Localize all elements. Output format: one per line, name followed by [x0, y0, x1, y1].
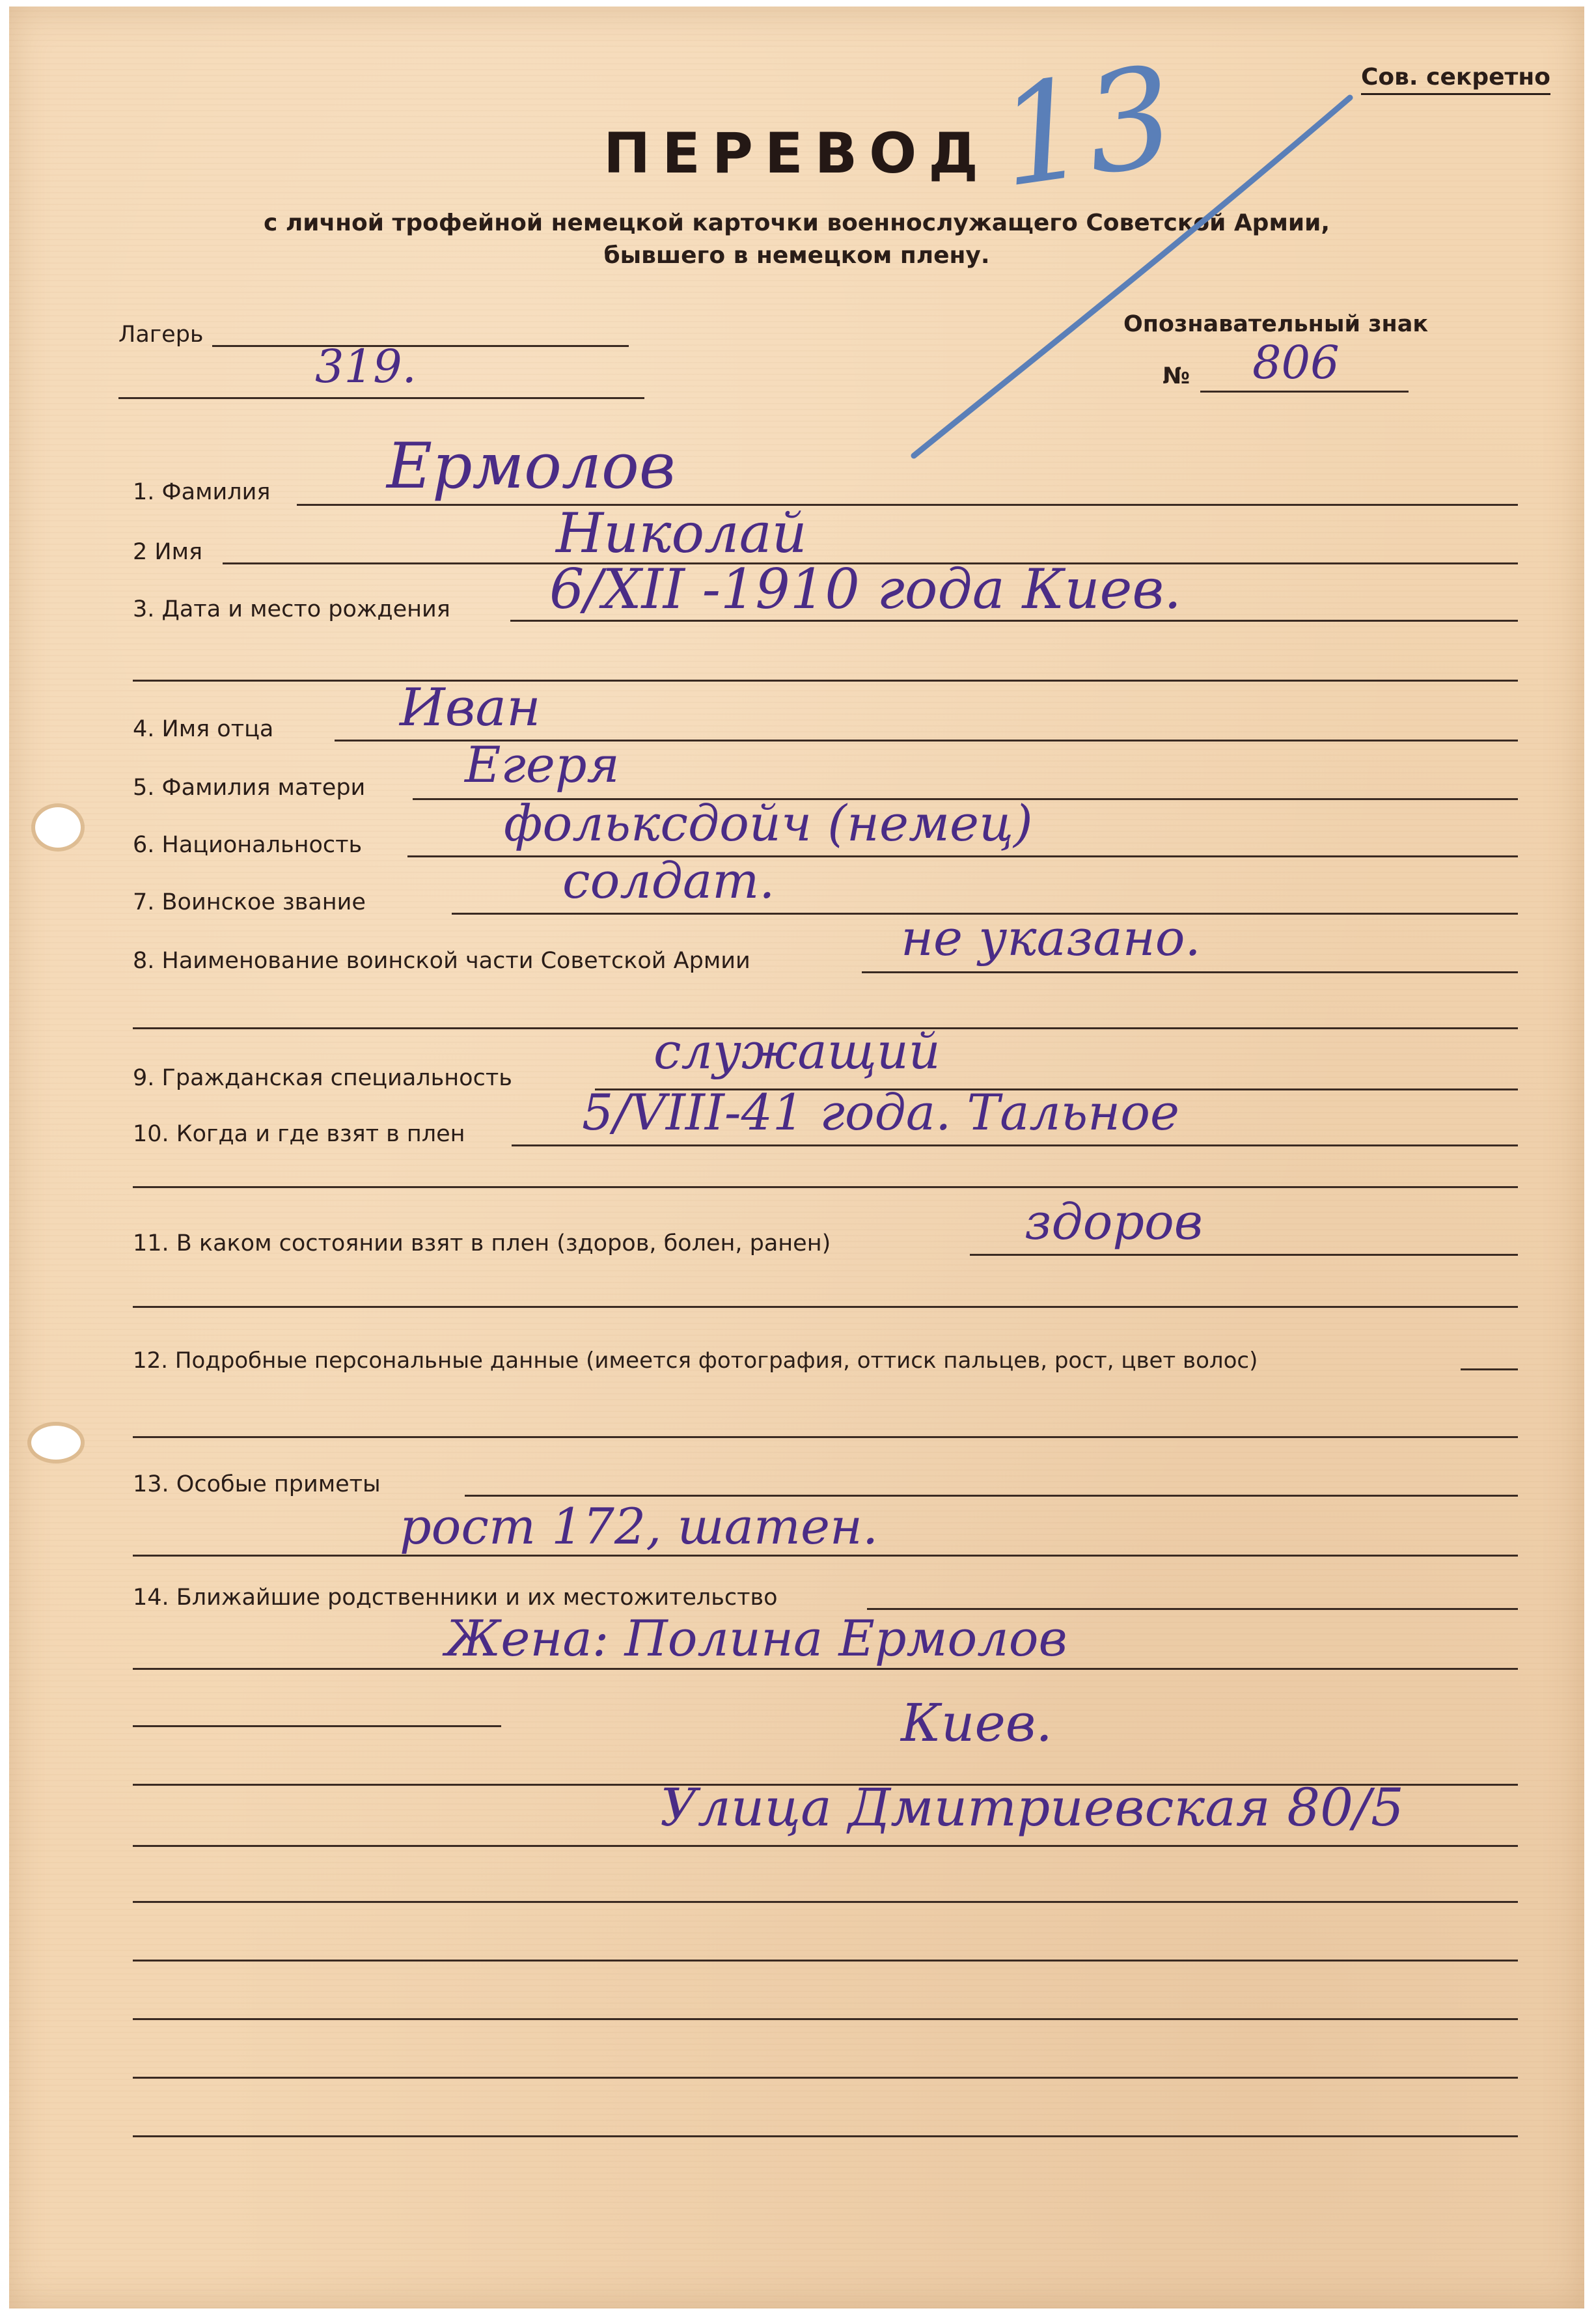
field-profession-value: служащий: [654, 1022, 941, 1080]
field-marks-label: 13. Особые приметы: [133, 1471, 381, 1497]
subtitle-line-2: бывшего в немецком плену.: [603, 242, 990, 269]
field-relatives-line-2: [133, 1668, 1518, 1670]
field-captured-label: 10. Когда и где взят в плен: [133, 1121, 465, 1147]
field-relatives-line-5: [133, 1845, 1518, 1847]
punch-hole-top: [35, 807, 81, 848]
field-birth-label: 3. Дата и место рождения: [133, 596, 450, 622]
camp-label: Лагерь: [118, 322, 204, 348]
field-name-value: Николай: [556, 501, 807, 565]
document-sheet: [9, 7, 1584, 2308]
field-personal-data-label: 12. Подробные персональные данные (имеется фотография, оттиск пальцев, рост, цвет волос): [133, 1348, 1258, 1374]
field-birth-line-2: [133, 680, 1518, 682]
page-title: ПЕРЕВОД: [603, 121, 990, 186]
field-nationality-label: 6. Национальность: [133, 832, 363, 858]
classification-stamp: Сов. секретно: [1361, 64, 1550, 95]
field-relatives-label: 14. Ближайшие родственники и их местожительство: [133, 1585, 778, 1611]
field-surname-label: 1. Фамилия: [133, 479, 271, 505]
field-relatives-value-3: Улица Дмитриевская 80/5: [660, 1777, 1404, 1838]
field-mother-label: 5. Фамилия матери: [133, 775, 366, 801]
field-birth-value: 6/XII -1910 года Киев.: [549, 557, 1181, 621]
field-relatives-line-7: [133, 1960, 1518, 1962]
field-rank-label: 7. Воинское звание: [133, 889, 366, 915]
tag-number-label: №: [1163, 363, 1190, 389]
tag-label: Опознавательный знак: [1123, 311, 1429, 337]
field-relatives-value-1: Жена: Полина Ермолов: [445, 1609, 1067, 1667]
subtitle-line-1: с личной трофейной немецкой карточки военнослужащего Советской Армии,: [263, 210, 1330, 236]
field-captured-line-1: [512, 1144, 1518, 1146]
field-condition-line-1: [970, 1254, 1518, 1256]
field-relatives-line-9: [133, 2077, 1518, 2079]
field-personal-data-line-2: [133, 1436, 1518, 1438]
field-father-label: 4. Имя отца: [133, 716, 274, 742]
field-unit-line-1: [862, 971, 1518, 973]
camp-value: 319.: [315, 340, 417, 393]
field-father-value: Иван: [400, 677, 541, 738]
field-relatives-line-8: [133, 2018, 1518, 2020]
annotation-stroke: [9, 7, 1584, 527]
field-marks-value: рост 172, шатен.: [400, 1497, 879, 1555]
tag-value: 806: [1252, 336, 1340, 389]
field-unit-value: не указано.: [901, 909, 1201, 967]
field-relatives-value-2: Киев.: [901, 1693, 1053, 1753]
field-surname-value: Ермолов: [387, 430, 676, 503]
field-relatives-line-6: [133, 1901, 1518, 1903]
field-name-label: 2 Имя: [133, 539, 203, 565]
field-rank-value: солдат.: [562, 852, 775, 909]
field-relatives-line-10: [133, 2135, 1518, 2137]
field-nationality-value: фольксдойч (немец): [504, 794, 1033, 852]
annotation-number: 13: [989, 36, 1184, 218]
field-surname-line: [297, 504, 1518, 506]
field-relatives-line-3: [133, 1725, 501, 1727]
field-condition-value: здоров: [1025, 1193, 1204, 1251]
field-personal-data-line-1: [1461, 1368, 1518, 1370]
tag-line: [1200, 391, 1409, 393]
punch-hole-bottom: [31, 1426, 81, 1460]
field-condition-line-2: [133, 1306, 1518, 1308]
field-unit-label: 8. Наименование воинской части Советской Армии: [133, 948, 750, 974]
field-captured-line-2: [133, 1186, 1518, 1188]
field-captured-value: 5/VIII-41 года. Тальное: [582, 1083, 1179, 1141]
field-profession-label: 9. Гражданская специальность: [133, 1065, 512, 1091]
camp-line-2: [118, 397, 644, 399]
field-mother-value: Егеря: [465, 736, 620, 794]
field-condition-label: 11. В каком состоянии взят в плен (здоров, болен, ранен): [133, 1230, 831, 1256]
field-marks-line-1: [465, 1495, 1518, 1497]
camp-line-1: [212, 345, 629, 347]
